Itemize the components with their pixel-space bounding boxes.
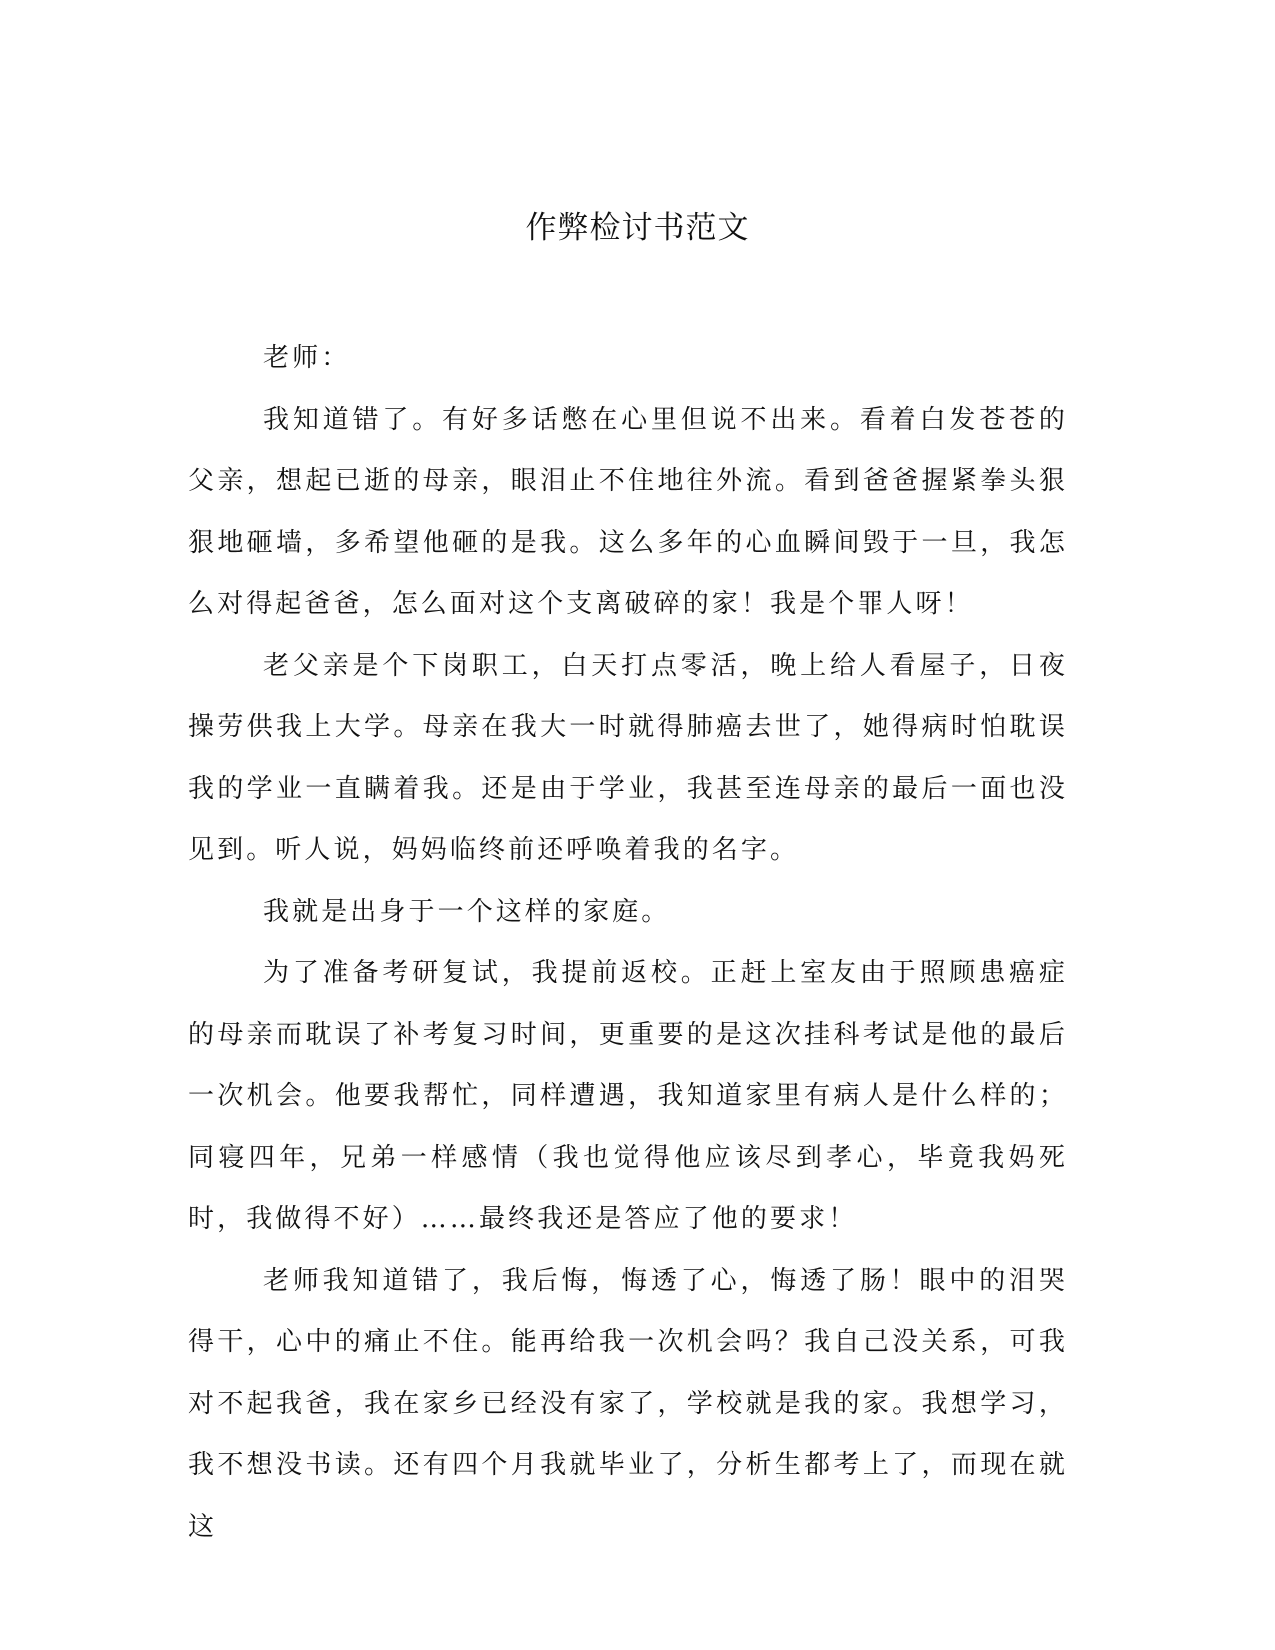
- paragraph: 我知道错了。有好多话憋在心里但说不出来。看着白发苍苍的父亲，想起已逝的母亲，眼泪止不住地往外流。看到爸爸握紧拳头狠狠地砸墙，多希望他砸的是我。这么多年的心血瞬间毁于一旦，我怎么对得起爸爸，怎么面对这个支离破碎的家！我是个罪人呀！: [188, 404, 1068, 619]
- document-body: [188, 328, 1068, 1558]
- document-title: 作弊检讨书范文: [525, 210, 750, 246]
- salutation: 老师：: [263, 343, 351, 373]
- paragraph: 老师我知道错了，我后悔，悔透了心，悔透了肠！眼中的泪哭得干，心中的痛止不住。能再给我一次机会吗？我自己没关系，可我对不起我爸，我在家乡已经没有家了，学校就是我的家。我想学习，我不想没书读。还有四个月我就毕业了，分析生都考上了，而现在就这: [188, 1265, 1068, 1542]
- paragraph: 老父亲是个下岗职工，白天打点零活，晚上给人看屋子，日夜操劳供我上大学。母亲在我大一时就得肺癌去世了，她得病时怕耽误我的学业一直瞒着我。还是由于学业，我甚至连母亲的最后一面也没见到。听人说，妈妈临终前还呼唤着我的名字。: [188, 650, 1068, 865]
- paragraph: 为了准备考研复试，我提前返校。正赶上室友由于照顾患癌症的母亲而耽误了补考复习时间，更重要的是这次挂科考试是他的最后一次机会。他要我帮忙，同样遭遇，我知道家里有病人是什么样的；同寝四年，兄弟一样感情（我也觉得他应该尽到孝心，毕竟我妈死时，我做得不好）……最终我还是答应了他的要求！: [188, 958, 1068, 1234]
- paragraph: 我就是出身于一个这样的家庭。: [263, 896, 671, 927]
